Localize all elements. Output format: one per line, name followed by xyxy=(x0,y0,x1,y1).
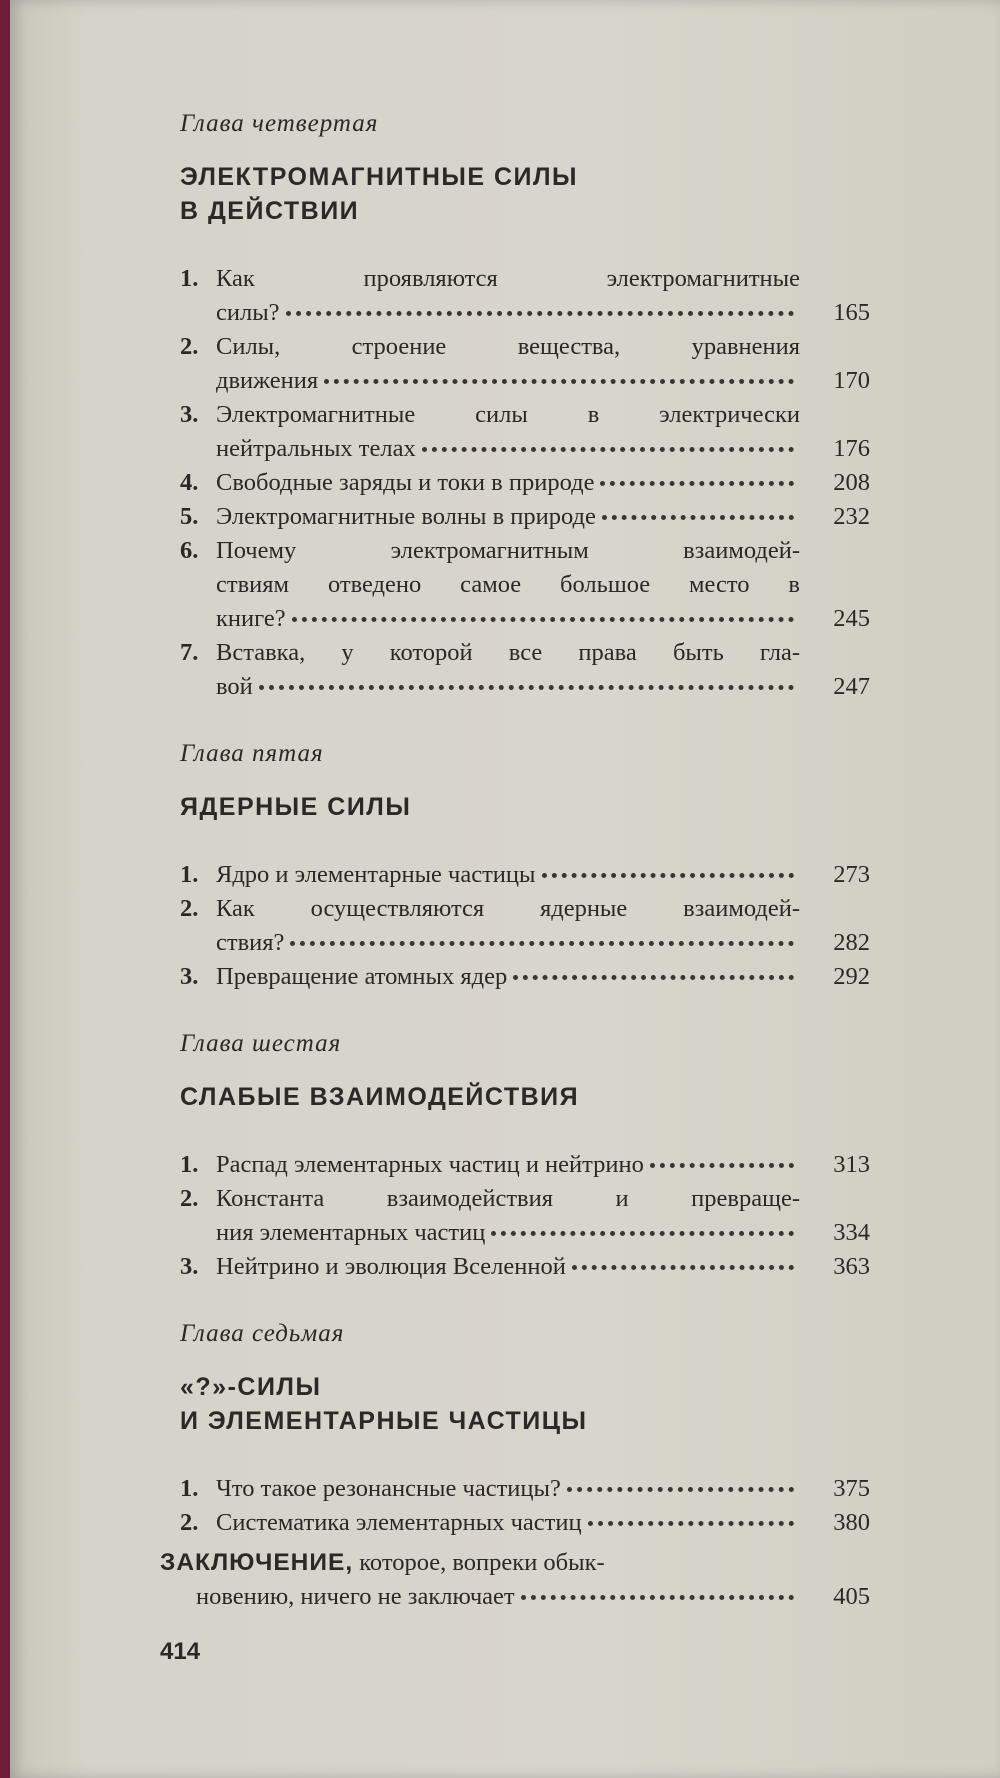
entry-page-number: 375 xyxy=(833,1475,870,1502)
entry-page-number: 313 xyxy=(833,1151,870,1178)
entry-page-number: 334 xyxy=(833,1219,870,1246)
entry-page-number: 292 xyxy=(833,963,870,990)
chapter-title-line: ЯДЕРНЫЕ СИЛЫ xyxy=(180,793,412,821)
chapter-title xyxy=(180,160,870,228)
entry-title-line: Константа взаимодействия и превраще- xyxy=(216,1185,800,1212)
page-folio-number: 414 xyxy=(160,1638,201,1665)
entry-page-number: 247 xyxy=(833,673,870,700)
toc-entry-list xyxy=(180,858,870,994)
chapter-title xyxy=(180,1370,870,1438)
entry-number: 7. xyxy=(180,639,199,666)
entry-title-line: ствия? xyxy=(216,929,285,956)
entry-number: 5. xyxy=(180,503,199,530)
entry-page-number: 282 xyxy=(833,929,870,956)
toc-entry xyxy=(180,330,870,398)
toc-entry xyxy=(180,858,870,892)
chapter-title-line: ЭЛЕКТРОМАГНИТНЫЕ СИЛЫ xyxy=(180,163,579,191)
chapter-title-line: В ДЕЙСТВИИ xyxy=(180,197,360,225)
entry-title-line: Вставка, у которой все права быть гла- xyxy=(216,639,800,666)
dot-leader xyxy=(422,447,794,452)
chapter-label: Глава четвертая xyxy=(180,110,379,137)
chapter-section xyxy=(180,1030,870,1284)
entry-title-line: силы? xyxy=(216,299,280,326)
toc-entry xyxy=(180,398,870,466)
toc-entry xyxy=(180,636,870,704)
dot-leader xyxy=(259,685,794,690)
entry-title-line: Электромагнитные волны в природе xyxy=(216,503,596,530)
entry-page-number: 170 xyxy=(833,367,870,394)
entry-number: 3. xyxy=(180,1253,199,1280)
dot-leader xyxy=(292,617,794,622)
chapter-title-line: СЛАБЫЕ ВЗАИМОДЕЙСТВИЯ xyxy=(180,1083,580,1111)
entry-title-line: Электромагнитные силы в электрически xyxy=(216,401,800,428)
entry-number: 2. xyxy=(180,895,199,922)
chapter-label: Глава пятая xyxy=(180,740,324,767)
dot-leader xyxy=(491,1231,794,1236)
entry-number: 2. xyxy=(180,1185,199,1212)
table-of-contents xyxy=(180,110,870,1576)
toc-entry xyxy=(180,1148,870,1182)
dot-leader xyxy=(600,481,794,486)
toc-entry xyxy=(180,534,870,636)
entry-number: 1. xyxy=(180,1151,199,1178)
dot-leader xyxy=(521,1595,794,1600)
entry-number: 1. xyxy=(180,265,199,292)
entry-page-number: 273 xyxy=(833,861,870,888)
toc-entry xyxy=(180,500,870,534)
entry-title-line: книге? xyxy=(216,605,286,632)
chapter-label: Глава седьмая xyxy=(180,1320,345,1347)
chapter-title xyxy=(180,1080,870,1114)
entry-page-number: 176 xyxy=(833,435,870,462)
dot-leader xyxy=(290,941,794,946)
toc-entry xyxy=(180,466,870,500)
conclusion-line-2: новению, ничего не заключает xyxy=(196,1583,515,1610)
toc-entry xyxy=(180,960,870,994)
dot-leader xyxy=(542,873,795,878)
entry-number: 3. xyxy=(180,963,199,990)
book-page xyxy=(10,0,1000,1778)
toc-entry xyxy=(180,1472,870,1506)
dot-leader xyxy=(286,311,794,316)
entry-title-line: Силы, строение вещества, уравнения xyxy=(216,333,800,360)
chapter-label: Глава шестая xyxy=(180,1030,342,1057)
entry-page-number: 232 xyxy=(833,503,870,530)
chapter-title xyxy=(180,790,870,824)
entry-title-line: Распад элементарных частиц и нейтрино xyxy=(216,1151,644,1178)
toc-entry xyxy=(180,1182,870,1250)
conclusion-page-number: 405 xyxy=(833,1583,870,1610)
chapter-section xyxy=(180,1320,870,1540)
dot-leader xyxy=(650,1163,794,1168)
entry-title-line: Систематика элементарных частиц xyxy=(216,1509,582,1536)
conclusion-heading: ЗАКЛЮЧЕНИЕ, xyxy=(160,1549,354,1576)
chapter-section xyxy=(180,740,870,994)
entry-number: 4. xyxy=(180,469,199,496)
toc-entry xyxy=(180,262,870,330)
toc-entry-list xyxy=(180,262,870,704)
entry-number: 3. xyxy=(180,401,199,428)
entry-title-line: Что такое резонансные частицы? xyxy=(216,1475,561,1502)
entry-number: 1. xyxy=(180,1475,199,1502)
chapter-title-line: «?»-СИЛЫ xyxy=(180,1373,322,1401)
entry-title-line: ния элементарных частиц xyxy=(216,1219,486,1246)
entry-number: 2. xyxy=(180,333,199,360)
entry-title-line: Нейтрино и эволюция Вселенной xyxy=(216,1253,566,1280)
entry-page-number: 208 xyxy=(833,469,870,496)
chapter-title-line: И ЭЛЕМЕНТАРНЫЕ ЧАСТИЦЫ xyxy=(180,1407,588,1435)
entry-title-line: вой xyxy=(216,673,253,700)
toc-entry xyxy=(180,892,870,960)
conclusion-line-1: которое, вопреки обык- xyxy=(359,1549,605,1576)
chapter-section xyxy=(180,110,870,704)
toc-entry-list xyxy=(180,1148,870,1284)
entry-title-line: Превращение атомных ядер xyxy=(216,963,508,990)
toc-entry xyxy=(180,1250,870,1284)
entry-title-line: движения xyxy=(216,367,319,394)
dot-leader xyxy=(602,515,794,520)
entry-number: 6. xyxy=(180,537,199,564)
entry-title-line: ствиям отведено самое большое место в xyxy=(216,571,800,598)
dot-leader xyxy=(567,1487,794,1492)
entry-page-number: 363 xyxy=(833,1253,870,1280)
entry-title-line: Почему электромагнитным взаимодей- xyxy=(216,537,800,564)
dot-leader xyxy=(324,379,794,384)
entry-title-line: нейтральных телах xyxy=(216,435,416,462)
dot-leader xyxy=(588,1521,794,1526)
entry-page-number: 245 xyxy=(833,605,870,632)
entry-number: 1. xyxy=(180,861,199,888)
entry-title-line: Ядро и элементарные частицы xyxy=(216,861,536,888)
toc-entry-list xyxy=(180,1472,870,1540)
toc-entry xyxy=(180,1506,870,1540)
entry-title-line: Как проявляются электромагнитные xyxy=(216,265,800,292)
entry-title-line: Свободные заряды и токи в природе xyxy=(216,469,595,496)
entry-number: 2. xyxy=(180,1509,199,1536)
entry-title-line: Как осуществляются ядерные взаимодей- xyxy=(216,895,800,922)
conclusion-entry xyxy=(160,1546,870,1614)
dot-leader xyxy=(572,1265,794,1270)
entry-page-number: 380 xyxy=(833,1509,870,1536)
dot-leader xyxy=(513,975,794,980)
entry-page-number: 165 xyxy=(833,299,870,326)
